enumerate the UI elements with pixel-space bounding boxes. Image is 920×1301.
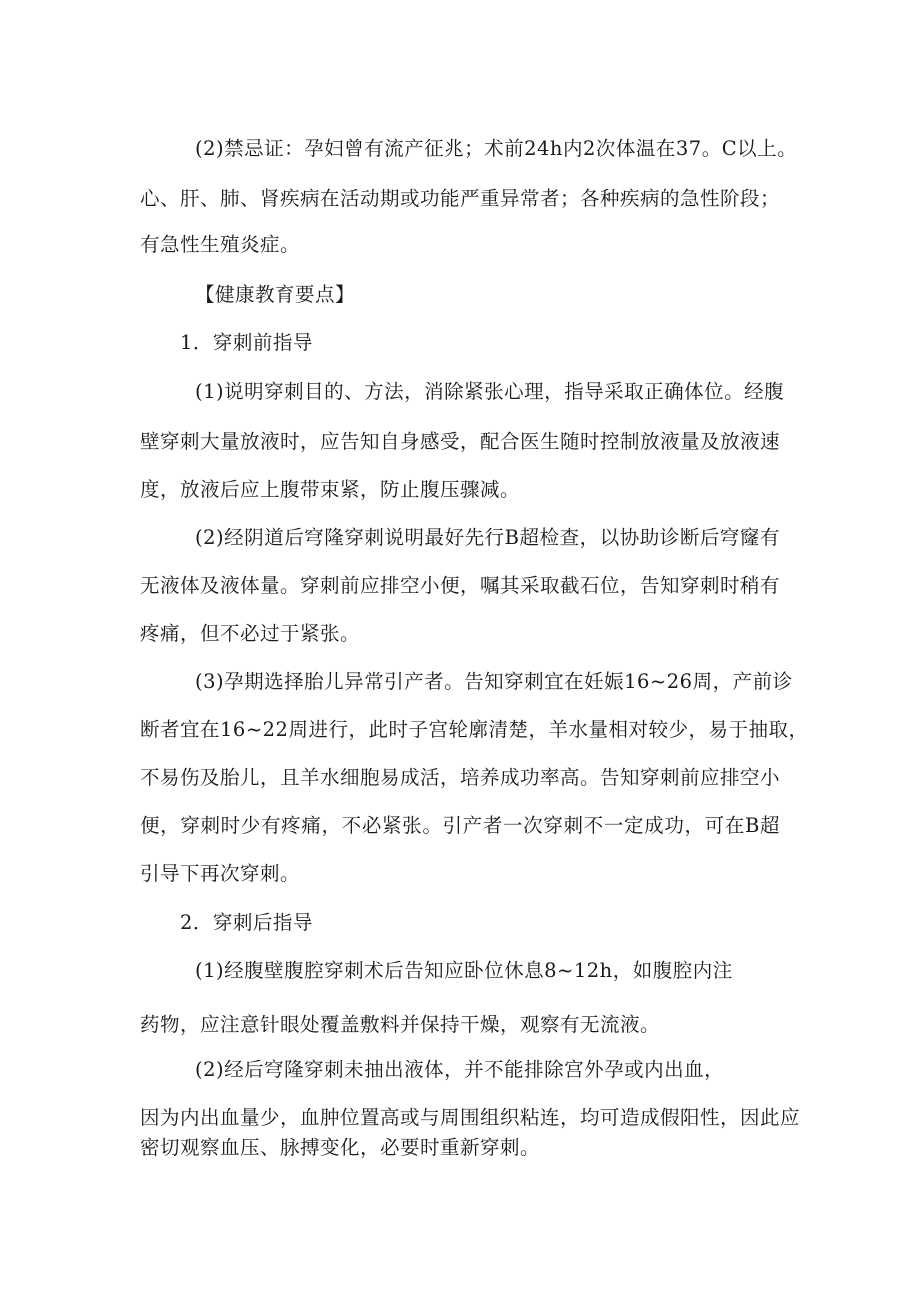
paragraph-3-line-5: 引导下再次穿刺。 xyxy=(140,862,301,885)
paragraph-3-line-1: (3)孕期选择胎儿异常引产者。告知穿刺宜在妊娠16~26周，产前诊 xyxy=(195,670,793,693)
paragraph-4-line-1: (1)经腹壁腹腔穿刺术后告知应卧位休息8~12h，如腹腔内注 xyxy=(195,959,733,982)
subheading-before-puncture: 1．穿刺前指导 xyxy=(180,331,313,354)
section-heading: 【健康教育要点】 xyxy=(195,283,356,306)
paragraph-5-line-3: 密切观察血压、脉搏变化，必要时重新穿刺。 xyxy=(140,1136,541,1159)
paragraph-3-line-2: 断者宜在16~22周进行，此时子宫轮廓清楚，羊水量相对较少，易于抽取， xyxy=(140,718,809,741)
paragraph-1-line-2: 壁穿刺大量放液时，应告知自身感受，配合医生随时控制放液量及放液速 xyxy=(140,430,781,453)
paragraph-1-line-1: (1)说明穿刺目的、方法，消除紧张心理，指导采取正确体位。经腹 xyxy=(195,380,785,403)
contraindication-line-3: 有急性生殖炎症。 xyxy=(140,233,301,256)
paragraph-4-line-2: 药物，应注意针眼处覆盖敷料并保持干燥，观察有无流液。 xyxy=(140,1013,661,1036)
paragraph-2-line-2: 无液体及液体量。穿刺前应排空小便，嘱其采取截石位，告知穿刺时稍有 xyxy=(140,574,781,597)
subheading-after-puncture: 2．穿刺后指导 xyxy=(180,911,313,934)
paragraph-1-line-3: 度，放液后应上腹带束紧，防止腹压骤减。 xyxy=(140,478,521,501)
paragraph-2-line-1: (2)经阴道后穹隆穿刺说明最好先行B超检查，以协助诊断后穹窿有 xyxy=(195,526,780,549)
contraindication-line-1: (2)禁忌证：孕妇曾有流产征兆；术前24h内2次体温在37。C以上。 xyxy=(195,137,798,160)
paragraph-3-line-4: 便，穿刺时少有疼痛，不必紧张。引产者一次穿刺不一定成功，可在B超 xyxy=(140,814,780,837)
paragraph-2-line-3: 疼痛，但不必过于紧张。 xyxy=(140,622,361,645)
paragraph-3-line-3: 不易伤及胎儿，且羊水细胞易成活，培养成功率高。告知穿刺前应排空小 xyxy=(140,766,781,789)
paragraph-5-line-2: 因为内出血量少，血肿位置高或与周围组织粘连，均可造成假阳性，因此应 xyxy=(140,1106,801,1129)
paragraph-5-line-1: (2)经后穹隆穿刺未抽出液体，并不能排除宫外孕或内出血， xyxy=(195,1058,725,1081)
contraindication-line-2: 心、肝、肺、肾疾病在活动期或功能严重异常者；各种疾病的急性阶段； xyxy=(140,187,781,210)
